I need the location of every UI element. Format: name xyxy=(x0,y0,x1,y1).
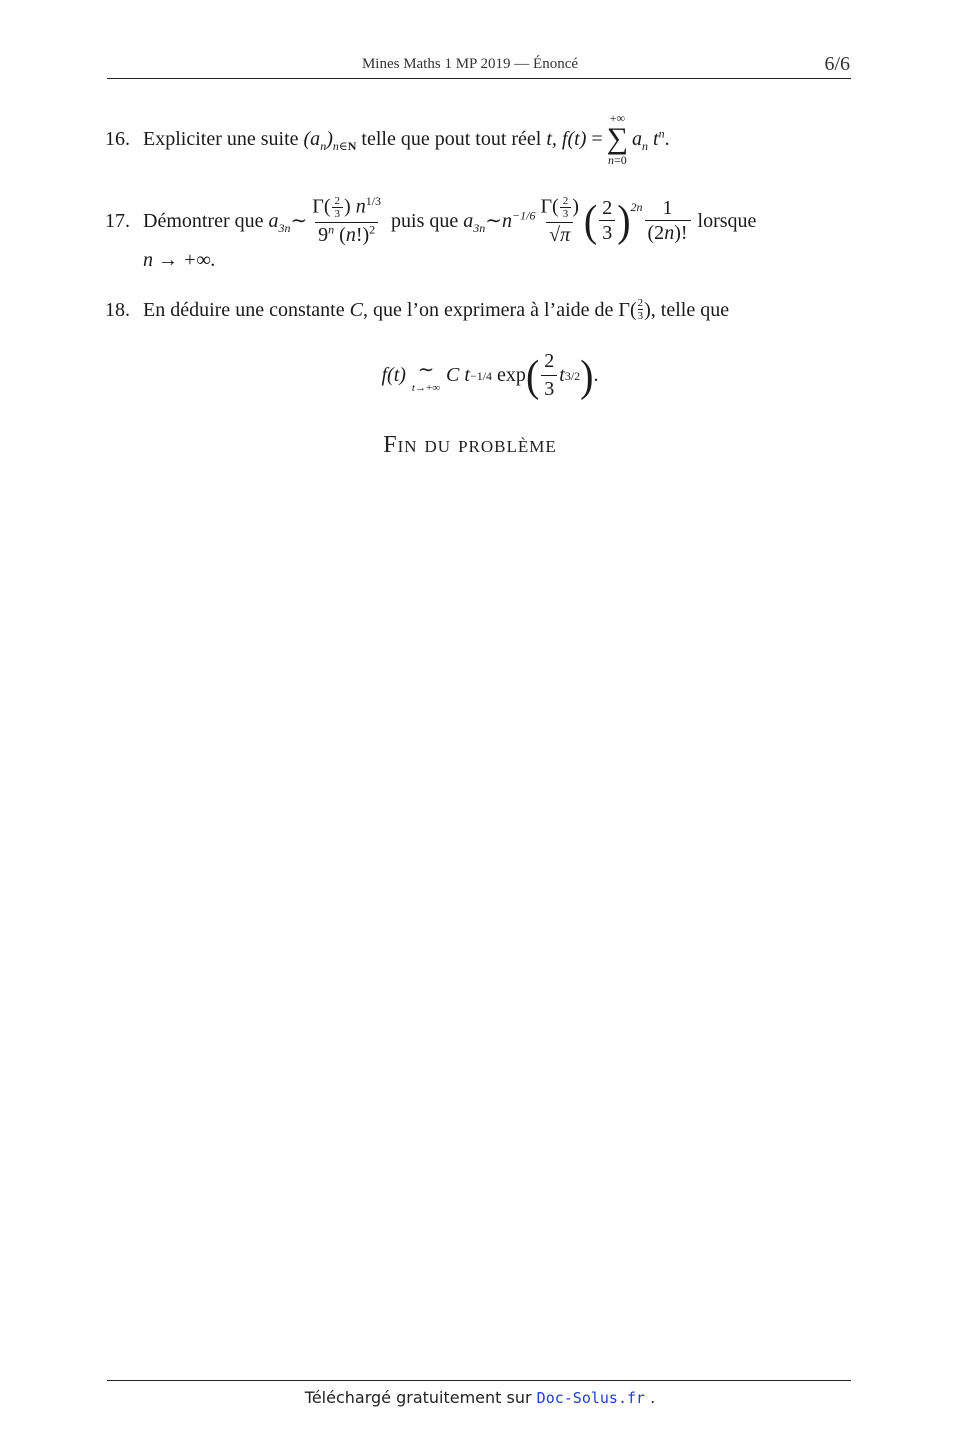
math-fraction-4: $\frac{1}{(2n)!}$ xyxy=(645,198,691,243)
math-fraction-1: Γ( $\frac{2}{3}$ ) $n^{1/3}$ 9$^n$ $(n!)^2$ xyxy=(312,193,382,246)
question-text: En déduire une constante xyxy=(143,299,345,321)
math-a3n-2: $a_{3n}\sim n^{-1/6}$ xyxy=(463,207,536,235)
question-text: Démontrer que xyxy=(143,209,264,232)
question-text-3: lorsque xyxy=(697,209,757,232)
question-17-continuation: n → +∞. xyxy=(143,249,216,271)
question-16 xyxy=(105,112,670,166)
question-number: 17. xyxy=(105,209,130,232)
math-fraction-3: $\frac{2}{3}$ xyxy=(599,198,615,243)
question-text-2: puis que xyxy=(391,209,459,232)
footer xyxy=(0,1388,960,1407)
question-text-3: , telle que xyxy=(650,299,730,321)
end-of-problem: Fin du problème xyxy=(383,432,557,458)
math-fraction-2: Γ( $\frac{2}{3}$ ) √π xyxy=(540,195,579,246)
math-expression: t, f(t) = xyxy=(546,128,603,150)
footer-end: . xyxy=(650,1388,656,1407)
question-text: Expliciter une suite xyxy=(143,128,299,150)
page-number: 6/6 xyxy=(824,53,850,75)
question-number: 18. xyxy=(105,299,130,321)
question-17: 17. Démontrer que $a_{3n}\sim$ Γ( $\frac{2}{3}$ ) $n^{1/3}$ 9$^n$ $(n!)^2$ puis que $a_{3n}\sim n^{-1/6}$ Γ( $\frac{2}{3}$ ) √π ( $\frac{2}{3}$ ) $^{2n}$ $\frac{1}{(2n)!}$ lorsque xyxy=(105,193,757,246)
footer-rule xyxy=(107,1380,851,1381)
sum-symbol: +∞ ∑ n=0 xyxy=(606,111,629,167)
question-text-2: telle que pout tout réel xyxy=(361,128,542,150)
footer-link[interactable]: Doc-Solus.fr xyxy=(536,1389,646,1407)
page-header-title: Mines Maths 1 MP 2019 — Énoncé xyxy=(361,56,579,72)
question-number: 16. xyxy=(105,128,130,150)
display-equation: f(t) ∼ t→+∞ C t −1/4 exp ( $\frac{2}{3}$ t 3/2 ) . xyxy=(381,350,599,400)
header-rule xyxy=(107,78,851,79)
math-series-term: $a_n$ $t^n$ xyxy=(632,126,665,153)
footer-text: Téléchargé gratuitement sur xyxy=(304,1388,532,1407)
math-sequence: $(a_n)_{n\in N}$ xyxy=(303,128,357,153)
question-text-2: , que l’on exprimera à l’aide de xyxy=(362,299,614,321)
math-a3n: $a_{3n}\sim$ xyxy=(268,209,308,235)
question-text-3: . xyxy=(664,128,670,150)
question-18: 18. En déduire une constante C , que l’on exprimera à l’aide de Γ( 2 3 ) , telle que xyxy=(105,297,730,322)
